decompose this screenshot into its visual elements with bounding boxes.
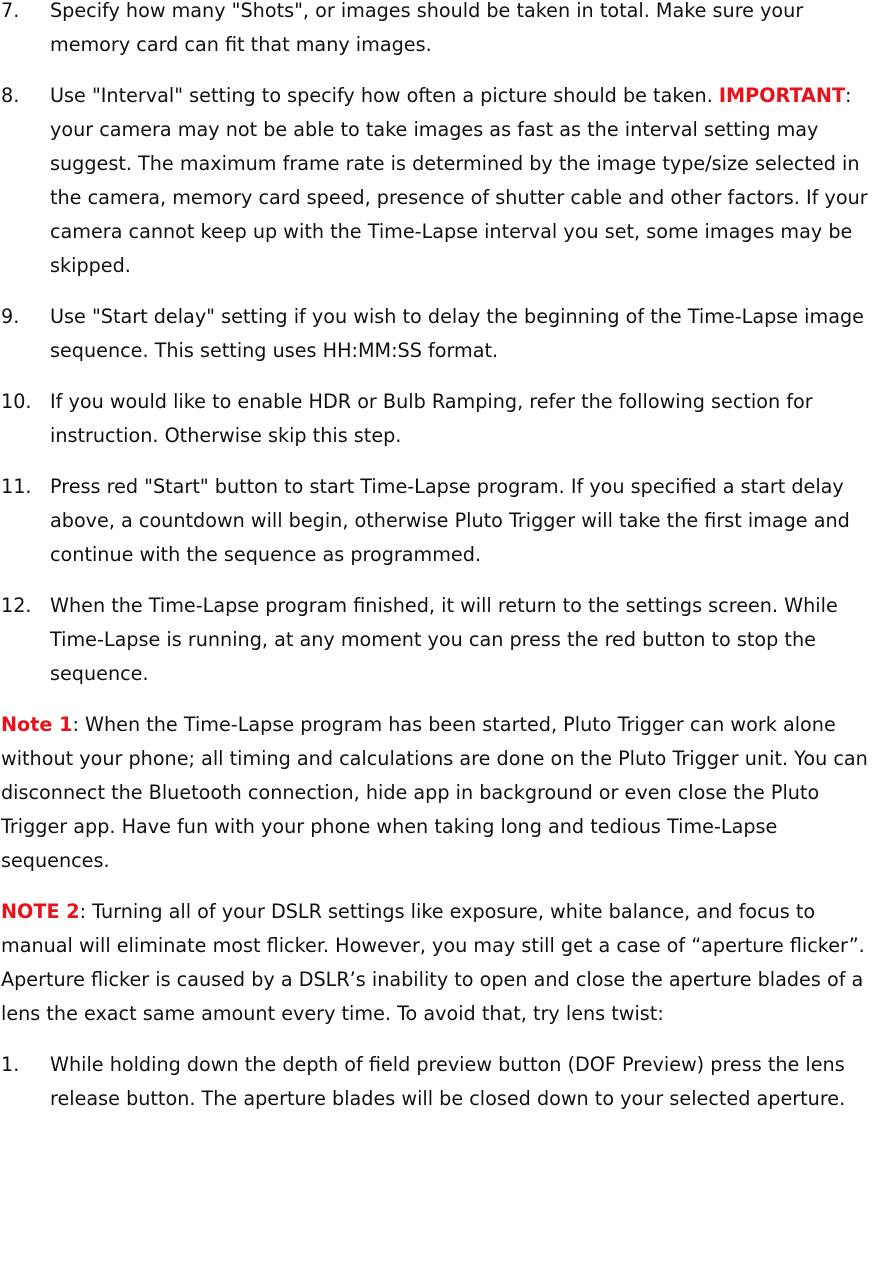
step-number: 12.	[1, 594, 32, 617]
step-number: 9.	[1, 305, 20, 328]
step-12	[0, 589, 878, 691]
note-1-label: Note 1	[1, 713, 73, 736]
important-label: IMPORTANT	[718, 84, 846, 107]
step-8	[0, 79, 878, 283]
step-number: 10.	[1, 390, 32, 413]
lens-twist-step-1	[0, 1048, 878, 1116]
step-text: Use "Interval" setting to specify how often a picture should be taken.	[50, 84, 719, 107]
note-2-label: NOTE 2	[1, 900, 80, 923]
note-2-text: : Turning all of your DSLR settings like exposure, white balance, and focus to manual will eliminate most flicker. However, you may still get a case of “aperture flicker”. Aperture flicker is caused by a DSLR’s inability to open and close the aperture blades of a lens the exact same amount every time. To avoid that, try lens twist:	[1, 900, 865, 1025]
step-text: If you would like to enable HDR or Bulb Ramping, refer the following section for instruction. Otherwise skip this step.	[50, 390, 813, 447]
step-number: 11.	[1, 475, 32, 498]
step-text: While holding down the depth of field preview button (DOF Preview) press the lens release button. The aperture blades will be closed down to your selected aperture.	[50, 1053, 846, 1110]
step-11	[0, 470, 878, 572]
step-number: 7.	[1, 0, 20, 22]
step-10	[0, 385, 878, 453]
step-text: Press red "Start" button to start Time-Lapse program. If you specified a start delay above, a countdown will begin, otherwise Pluto Trigger will take the first image and continue with the sequence as programmed.	[50, 475, 850, 566]
step-text: Use "Start delay" setting if you wish to delay the beginning of the Time-Lapse image sequence. This setting uses HH:MM:SS format.	[50, 305, 864, 362]
step-text: When the Time-Lapse program finished, it will return to the settings screen. While Time-Lapse is running, at any moment you can press the red button to stop the sequence.	[50, 594, 838, 685]
step-text: Specify how many "Shots", or images should be taken in total. Make sure your memory card can fit that many images.	[50, 0, 804, 56]
note-1	[0, 708, 878, 878]
note-1-text: : When the Time-Lapse program has been started, Pluto Trigger can work alone without your phone; all timing and calculations are done on the Pluto Trigger unit. You can disconnect the Bluetooth connection, hide app in background or even close the Pluto Trigger app. Have fun with your phone when taking long and tedious Time-Lapse sequences.	[1, 713, 868, 872]
step-text-continued: : your camera may not be able to take images as fast as the interval setting may suggest. The maximum frame rate is determined by the image type/size selected in the camera, memory card speed, presence of shutter cable and other factors. If your camera cannot keep up with the Time-Lapse interval you set, some images may be skipped.	[50, 84, 868, 277]
step-number: 8.	[1, 84, 20, 107]
note-2	[0, 895, 878, 1031]
step-number: 1.	[1, 1053, 20, 1076]
step-7	[0, 0, 878, 62]
step-9	[0, 300, 878, 368]
